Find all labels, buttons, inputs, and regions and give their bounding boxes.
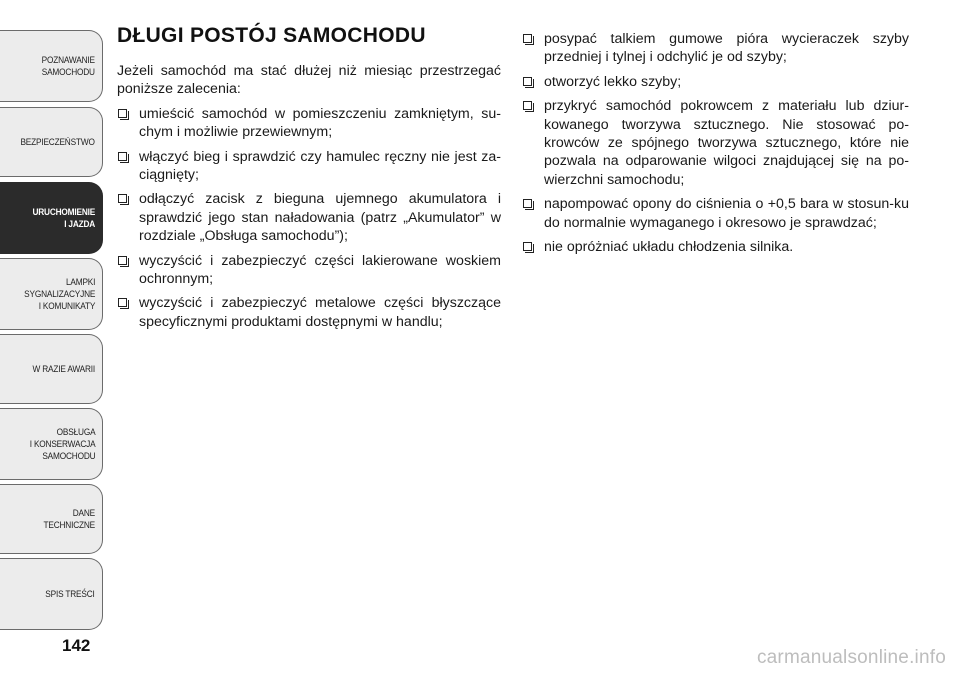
checkbox-bullet-icon xyxy=(523,77,532,86)
list-item-text: wyczyścić i zabezpieczyć części lakierowane woskiem ochronnym; xyxy=(139,252,501,288)
list-item xyxy=(522,73,909,91)
left-column xyxy=(117,22,501,337)
list-item xyxy=(117,148,501,185)
tab-dane-techniczne[interactable] xyxy=(0,484,103,554)
list-item xyxy=(117,294,501,331)
checkbox-bullet-icon xyxy=(118,152,127,161)
intro-paragraph: Jeżeli samochód ma stać dłużej niż miesiąc przestrzegać poniższe zalecenia: xyxy=(117,63,501,98)
tab-label: URUCHOMIENIE I JAZDA xyxy=(32,207,95,229)
tab-lampki-sygnalizacyjne[interactable] xyxy=(0,258,103,330)
right-checklist xyxy=(522,30,909,256)
page-number: 142 xyxy=(62,636,91,655)
list-item-text: nie opróżniać układu chłodzenia silnika. xyxy=(544,239,794,256)
tab-label: SPIS TREŚCI xyxy=(45,589,95,599)
checkbox-bullet-icon xyxy=(523,199,532,208)
tab-label: POZNAWANIE SAMOCHODU xyxy=(41,55,95,77)
tab-bezpieczenstwo[interactable] xyxy=(0,107,103,177)
tab-label: LAMPKI SYGNALIZACYJNE I KOMUNIKATY xyxy=(23,277,95,311)
tab-obsluga-i-konserwacja[interactable] xyxy=(0,408,103,480)
right-column xyxy=(522,30,909,262)
checkbox-bullet-icon xyxy=(523,242,532,251)
tab-label: DANE TECHNICZNE xyxy=(43,508,95,530)
list-item xyxy=(117,252,501,289)
list-item xyxy=(117,105,501,142)
tab-label: OBSŁUGA I KONSERWACJA SAMOCHODU xyxy=(29,427,95,461)
checkbox-bullet-icon xyxy=(523,34,532,43)
list-item-text: wyczyścić i zabezpieczyć metalowe części błyszczące specyficznymi produktami dostępnymi w handlu; xyxy=(139,295,501,330)
list-item-text: przykryć samochód pokrowcem z materiału lub dziur-kowanego tworzywa sztucznego. Nie stosować po-krowców ze spójnego tworzywa sztucznego, które nie pozwala na odparowanie wilgoci znajdującej się na po-wierzchni samochodu; xyxy=(544,98,909,188)
list-item-text: napompować opony do ciśnienia o +0,5 bara w stosun-ku do normalnie wymaganego i okresowo je sprawdzać; xyxy=(544,196,909,231)
list-item-text: otworzyć lekko szyby; xyxy=(544,73,682,90)
list-item xyxy=(522,195,909,232)
checkbox-bullet-icon xyxy=(118,298,127,307)
tab-uruchomienie-i-jazda[interactable] xyxy=(0,182,103,254)
tab-label: BEZPIECZEŃSTWO xyxy=(20,137,95,147)
list-item xyxy=(522,30,909,67)
chapter-tabs xyxy=(0,0,104,677)
list-item-text: włączyć bieg i sprawdzić czy hamulec ręczny nie jest za-ciągnięty; xyxy=(139,148,501,184)
checkbox-bullet-icon xyxy=(118,256,127,265)
checkbox-bullet-icon xyxy=(523,101,532,110)
list-item-text: posypać talkiem gumowe pióra wycieraczek szyby przedniej i tylnej i odchylić je od szyby; xyxy=(544,31,909,66)
list-item xyxy=(522,238,909,256)
checkbox-bullet-icon xyxy=(118,109,127,118)
page-title: DŁUGI POSTÓJ SAMOCHODU xyxy=(117,24,426,47)
list-item xyxy=(522,97,909,189)
list-item-text: umieścić samochód w pomieszczeniu zamkniętym, su-chym i możliwie przewiewnym; xyxy=(139,105,501,141)
left-checklist xyxy=(117,105,501,331)
checkbox-bullet-icon xyxy=(118,194,127,203)
tab-poznawanie-samochodu[interactable] xyxy=(0,30,103,102)
tab-spis-tresci[interactable] xyxy=(0,558,103,630)
list-item-text: odłączyć zacisk z bieguna ujemnego akumulatora i sprawdzić jego stan naładowania (patrz „Akumulator” w rozdziale „Obsługa samochodu”); xyxy=(139,191,501,245)
watermark: carmanualsonline.info xyxy=(756,647,946,668)
list-item xyxy=(117,190,501,245)
tab-label: W RAZIE AWARII xyxy=(32,364,95,374)
tab-w-razie-awarii[interactable] xyxy=(0,334,103,404)
